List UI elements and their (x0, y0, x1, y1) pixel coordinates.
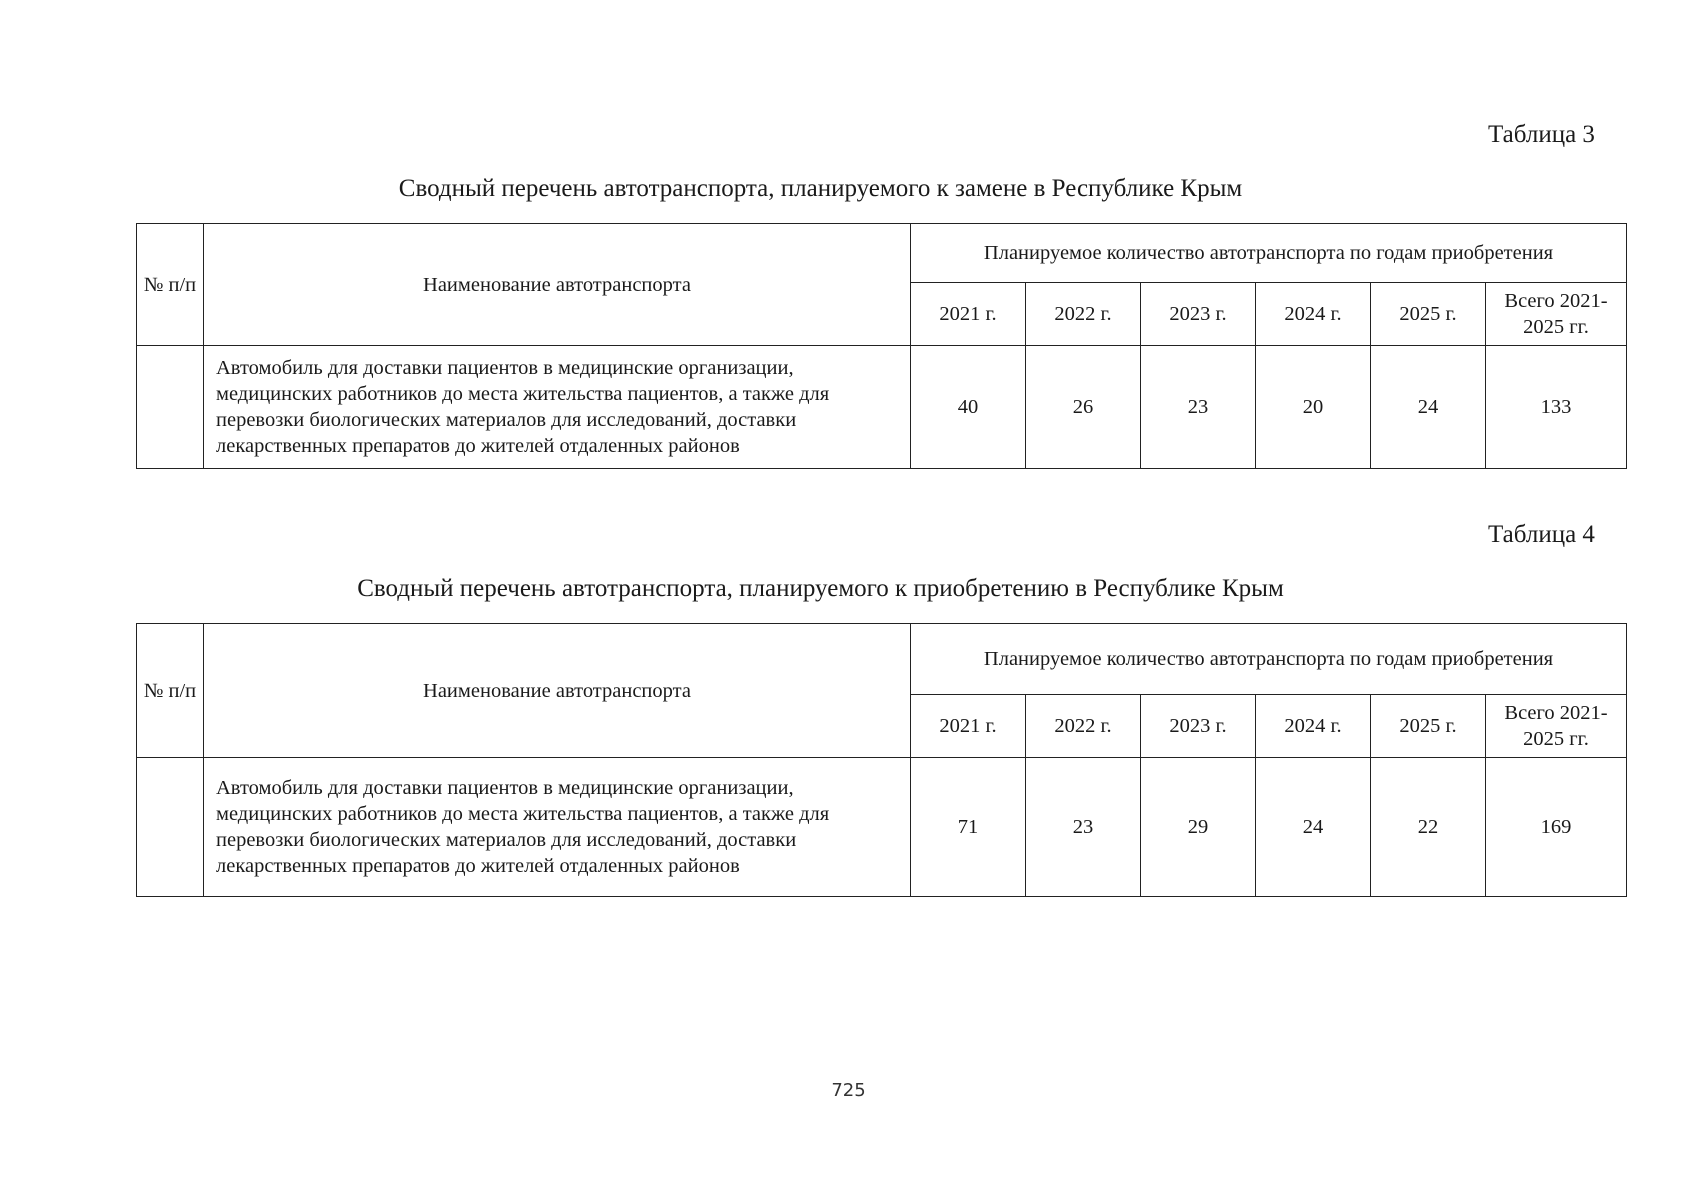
row-total: 133 (1486, 346, 1627, 469)
table-4 (136, 623, 1627, 897)
row-value: 22 (1371, 758, 1486, 897)
table-4-label: Таблица 4 (1488, 521, 1595, 548)
row-value: 20 (1256, 346, 1371, 469)
table-4-title: Сводный перечень автотранспорта, планируемого к приобретению в Республике Крым (357, 575, 1284, 602)
header-year: 2023 г. (1141, 283, 1256, 346)
row-value: 40 (911, 346, 1026, 469)
table-row (137, 346, 1627, 469)
row-name: Автомобиль для доставки пациентов в медицинские организации, медицинских работников до места жительства пациентов, а также для перевозки биологических материалов для исследований, доставки лекарственных препаратов до жителей отдаленных районов (204, 758, 911, 897)
header-year: 2021 г. (911, 695, 1026, 758)
header-year: 2022 г. (1026, 283, 1141, 346)
row-name: Автомобиль для доставки пациентов в медицинские организации, медицинских работников до места жительства пациентов, а также для перевозки биологических материалов для исследований, доставки лекарственных препаратов до жителей отдаленных районов (204, 346, 911, 469)
row-value: 29 (1141, 758, 1256, 897)
row-number (137, 758, 204, 897)
row-total: 169 (1486, 758, 1627, 897)
header-group: Планируемое количество автотранспорта по годам приобретения (911, 224, 1627, 283)
header-number: № п/п (137, 624, 204, 758)
row-value: 24 (1256, 758, 1371, 897)
header-name: Наименование автотранспорта (204, 224, 911, 346)
header-year: 2023 г. (1141, 695, 1256, 758)
table-row (137, 758, 1627, 897)
header-year: 2024 г. (1256, 695, 1371, 758)
header-total: Всего 2021-2025 гг. (1486, 283, 1627, 346)
row-number (137, 346, 204, 469)
table-3-label: Таблица 3 (1488, 121, 1595, 148)
page-number: 725 (831, 1080, 866, 1101)
row-value: 24 (1371, 346, 1486, 469)
row-value: 26 (1026, 346, 1141, 469)
header-number: № п/п (137, 224, 204, 346)
header-year: 2025 г. (1371, 695, 1486, 758)
header-year: 2024 г. (1256, 283, 1371, 346)
header-year: 2021 г. (911, 283, 1026, 346)
row-value: 23 (1141, 346, 1256, 469)
header-total: Всего 2021-2025 гг. (1486, 695, 1627, 758)
row-value: 71 (911, 758, 1026, 897)
header-group: Планируемое количество автотранспорта по годам приобретения (911, 624, 1627, 695)
header-year: 2025 г. (1371, 283, 1486, 346)
row-value: 23 (1026, 758, 1141, 897)
table-3-title: Сводный перечень автотранспорта, планируемого к замене в Республике Крым (398, 175, 1243, 202)
table-3 (136, 223, 1627, 469)
header-year: 2022 г. (1026, 695, 1141, 758)
header-name: Наименование автотранспорта (204, 624, 911, 758)
